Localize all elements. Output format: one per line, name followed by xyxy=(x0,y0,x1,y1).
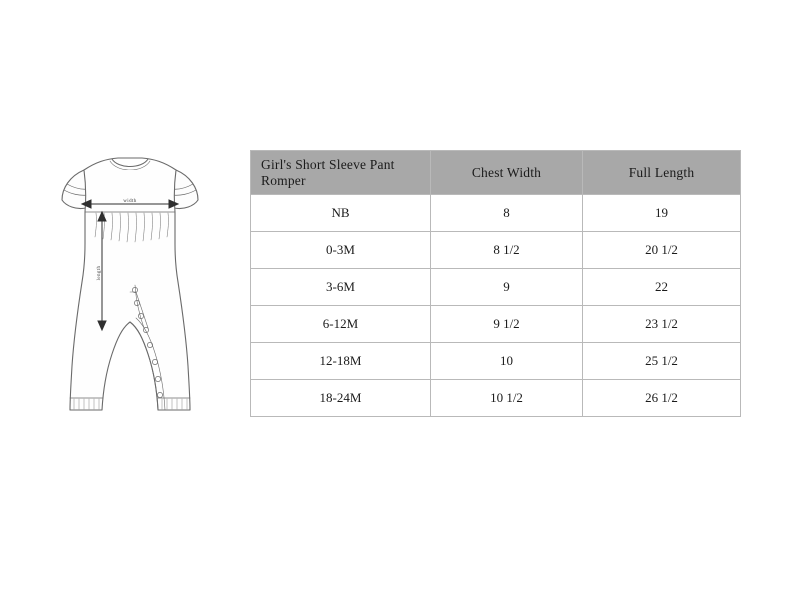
cell-size: 0-3M xyxy=(251,232,431,269)
cell-chest: 10 1/2 xyxy=(431,380,583,417)
romper-line-drawing xyxy=(40,140,230,430)
cell-chest: 9 1/2 xyxy=(431,306,583,343)
table-row xyxy=(251,269,741,306)
size-chart-body xyxy=(251,195,741,417)
cell-chest: 8 xyxy=(431,195,583,232)
length-label: length xyxy=(97,265,102,281)
cell-size: 12-18M xyxy=(251,343,431,380)
cell-size: 3-6M xyxy=(251,269,431,306)
garment-illustration xyxy=(40,140,230,430)
cell-chest: 8 1/2 xyxy=(431,232,583,269)
table-row xyxy=(251,232,741,269)
cell-length: 19 xyxy=(583,195,741,232)
size-chart-table xyxy=(250,150,741,417)
table-row xyxy=(251,195,741,232)
cell-length: 23 1/2 xyxy=(583,306,741,343)
table-row xyxy=(251,306,741,343)
cell-size: NB xyxy=(251,195,431,232)
header-product: Girl's Short Sleeve Pant Romper xyxy=(251,151,431,195)
header-full-length: Full Length xyxy=(583,151,741,195)
size-chart-header xyxy=(251,151,741,195)
table-row xyxy=(251,380,741,417)
cell-size: 6-12M xyxy=(251,306,431,343)
header-row xyxy=(251,151,741,195)
cell-length: 25 1/2 xyxy=(583,343,741,380)
cell-length: 26 1/2 xyxy=(583,380,741,417)
width-label: width xyxy=(123,199,137,204)
cell-length: 22 xyxy=(583,269,741,306)
header-chest-width: Chest Width xyxy=(431,151,583,195)
cell-chest: 10 xyxy=(431,343,583,380)
cell-chest: 9 xyxy=(431,269,583,306)
cell-size: 18-24M xyxy=(251,380,431,417)
table-row xyxy=(251,343,741,380)
cell-length: 20 1/2 xyxy=(583,232,741,269)
